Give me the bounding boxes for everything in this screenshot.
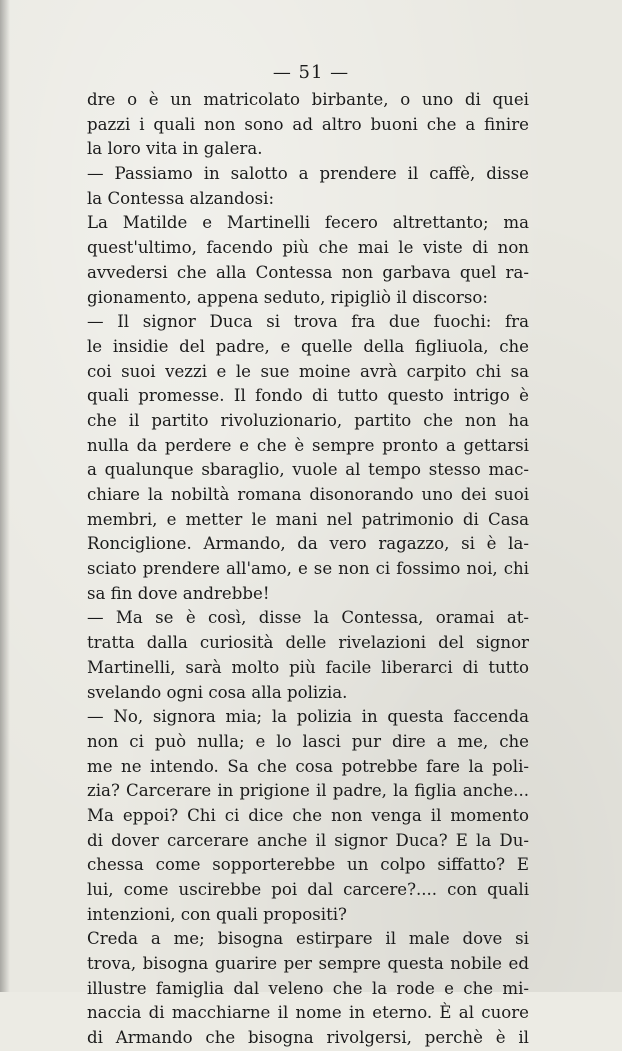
text-line: chiare la nobiltà romana disonorando uno dei suoi [87, 485, 529, 504]
text-line: la Contessa alzandosi: [87, 188, 275, 208]
text-line: — Passiamo in salotto a prendere il caffè, disse [87, 164, 529, 184]
text-line: coi suoi vezzi e le sue moine avrà carpito chi sa [87, 361, 529, 381]
text-line: La Matilde e Martinelli fecero altrettanto; ma [87, 213, 529, 233]
text-line: naccia di macchiarne il nome in eterno. È al cuore [87, 1003, 529, 1023]
page-number: — 51 — [272, 62, 350, 83]
text-line: non ci può nulla; e lo lasci pur dire a me, che [87, 731, 529, 751]
text-line: chessa come sopporterebbe un colpo siffatto? E [87, 855, 529, 875]
text-line: — Il signor Duca si trova fra due fuochi: fra [87, 312, 529, 332]
text-line: zia? Carcerare in prigione il padre, la figlia anche... [87, 781, 529, 801]
text-line: dre o è un matricolato birbante, o uno di quei [87, 90, 529, 109]
text-line: Ronciglione. Armando, da vero ragazzo, si è la- [87, 534, 529, 554]
text-line: membri, e metter le mani nel patrimonio di Casa [87, 509, 529, 529]
text-line: trova, bisogna guarire per sempre questa nobile ed [87, 954, 529, 974]
text-line: Creda a me; bisogna estirpare il male dove si [87, 929, 529, 949]
text-line: lui, come uscirebbe poi dal carcere?.... con quali [87, 880, 529, 899]
text-line: illustre famiglia dal veleno che la rode e che mi- [87, 978, 529, 998]
text-line: quali promesse. Il fondo di tutto questo intrigo è [87, 386, 529, 406]
text-line: di Armando che bisogna rivolgersi, perchè è il [87, 1028, 529, 1048]
text-line: — Ma se è così, disse la Contessa, oramai at- [87, 608, 529, 628]
text-line: a qualunque sbaraglio, vuole al tempo stesso mac- [87, 460, 529, 480]
text-line: — No, signora mia; la polizia in questa faccenda [87, 707, 529, 727]
text-line: me ne intendo. Sa che cosa potrebbe fare la poli- [87, 756, 529, 776]
text-line: di dover carcerare anche il signor Duca? E la Du- [87, 830, 529, 850]
text-line: intenzioni, con quali propositi? [87, 904, 347, 924]
text-line: sciato prendere all'amo, e se non ci fossimo noi, chi [87, 559, 529, 579]
text-line: quest'ultimo, facendo più che mai le viste di non [87, 238, 529, 258]
text-line: avvedersi che alla Contessa non garbava quel ra- [87, 262, 529, 282]
text-line: le insidie del padre, e quelle della figliuola, che [87, 336, 529, 356]
text-line: gionamento, appena seduto, ripigliò il discorso: [87, 287, 488, 307]
text-line: Ma eppoi? Chi ci dice che non venga il momento [87, 805, 529, 825]
text-line: che il partito rivoluzionario, partito che non ha [87, 410, 529, 430]
text-line: pazzi i quali non sono ad altro buoni che a finire [87, 114, 529, 134]
text-line: nulla da perdere e che è sempre pronto a gettarsi [87, 435, 529, 455]
body-text [87, 88, 529, 1051]
text-line: sa fin dove andrebbe! [87, 583, 270, 603]
text-line: tratta dalla curiosità delle rivelazioni del signor [87, 633, 529, 653]
text-line: svelando ogni cosa alla polizia. [87, 682, 348, 702]
text-line: la loro vita in galera. [87, 139, 263, 159]
text-line: Martinelli, sarà molto più facile liberarci di tutto [87, 657, 529, 677]
